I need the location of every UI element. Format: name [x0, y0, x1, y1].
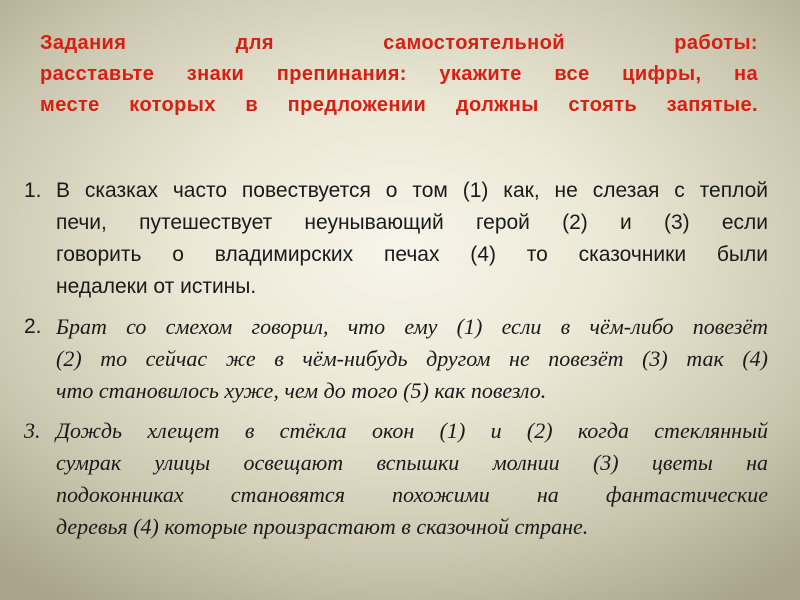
- title-line: месте которых в предложении должны стоять запятые.: [40, 94, 758, 116]
- task-line: подоконниках становятся похожими на фантастические: [56, 482, 768, 507]
- task-item: [24, 311, 768, 407]
- task-line: В сказках часто повествуется о том (1) как, не слезая с теплой: [56, 179, 768, 202]
- task-number: 2.: [24, 315, 42, 338]
- task-number: 3.: [24, 418, 41, 443]
- task-line: Брат со смехом говорил, что ему (1) если в чём-либо повезёт: [56, 314, 768, 339]
- task-line: Дождь хлещет в стёкла окон (1) и (2) когда стеклянный: [56, 418, 768, 443]
- task-item: [24, 175, 768, 303]
- task-item: [24, 415, 768, 543]
- slide-title: [40, 28, 758, 121]
- task-line: что становилось хуже, чем до того (5) как повезло.: [56, 378, 547, 403]
- task-line: говорить о владимирских печах (4) то сказочники были: [56, 243, 768, 266]
- task-line: (2) то сейчас же в чём-нибудь другом не повезёт (3) так (4): [56, 346, 768, 371]
- task-number: 1.: [24, 179, 42, 202]
- title-line: Задания для самостоятельной работы:: [40, 32, 758, 54]
- task-list: [24, 175, 768, 551]
- title-line: расставьте знаки препинания: укажите все цифры, на: [40, 63, 758, 85]
- task-line: печи, путешествует неунывающий герой (2) и (3) если: [56, 211, 768, 234]
- task-line: недалеки от истины.: [56, 275, 257, 298]
- task-line: деревья (4) которые произрастают в сказочной стране.: [56, 514, 589, 539]
- task-line: сумрак улицы освещают вспышки молнии (3) цветы на: [56, 450, 768, 475]
